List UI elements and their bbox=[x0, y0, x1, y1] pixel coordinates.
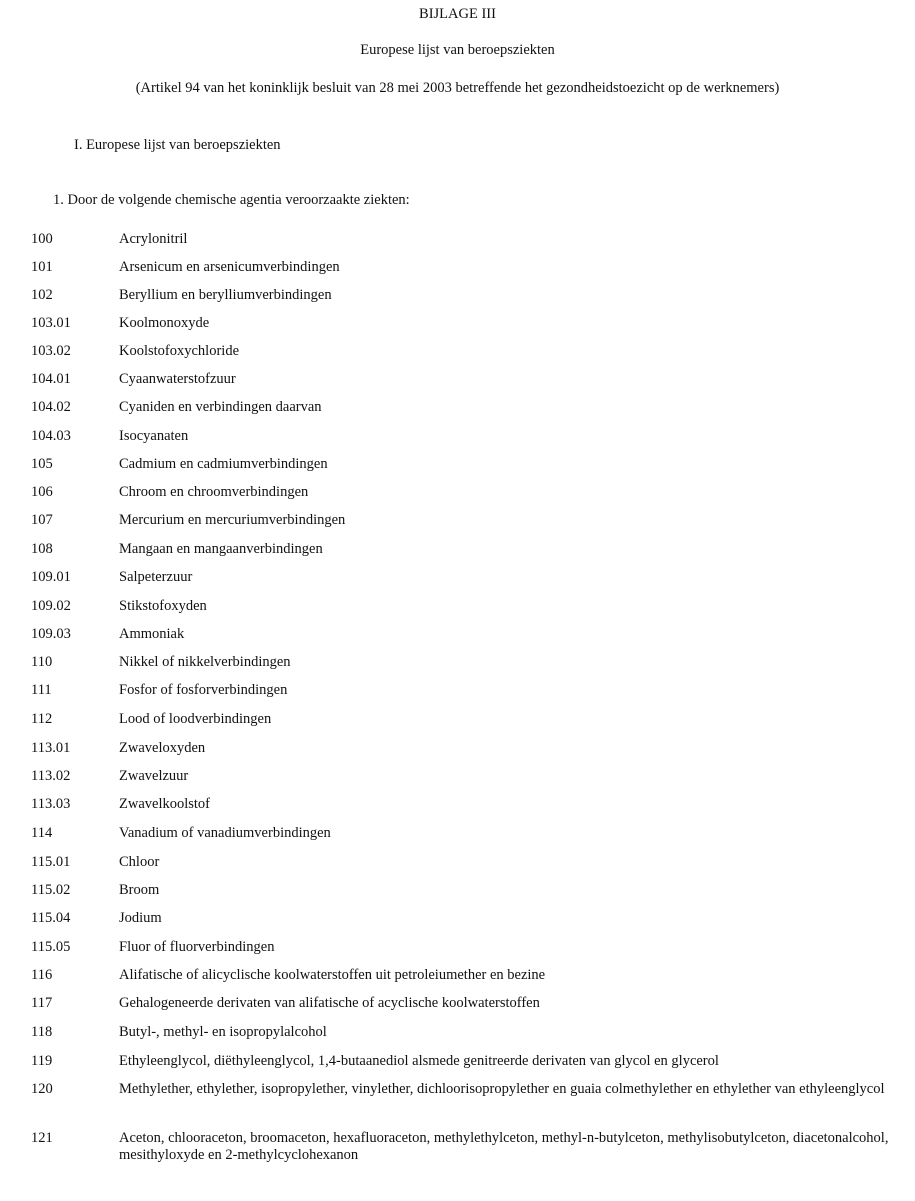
item-description: Zwavelkoolstof bbox=[119, 796, 211, 812]
item-code: 121 bbox=[31, 1130, 53, 1146]
item-code: 105 bbox=[31, 456, 53, 472]
item-description: Chloor bbox=[119, 854, 160, 870]
item-description: Acrylonitril bbox=[119, 231, 188, 247]
item-description: Isocyanaten bbox=[119, 428, 189, 444]
item-description: Cadmium en cadmiumverbindingen bbox=[119, 456, 328, 472]
item-description: Arsenicum en arsenicumverbindingen bbox=[119, 259, 340, 275]
item-code: 109.02 bbox=[31, 598, 71, 614]
item-code: 104.03 bbox=[31, 428, 71, 444]
item-code: 119 bbox=[31, 1053, 53, 1069]
article-reference: (Artikel 94 van het koninklijk besluit van 28 mei 2003 betreffende het gezondheidstoezicht op de werknemers) bbox=[135, 80, 780, 96]
item-description: Chroom en chroomverbindingen bbox=[119, 484, 309, 500]
item-description: Vanadium of vanadiumverbindingen bbox=[119, 825, 331, 841]
item-code: 103.02 bbox=[31, 343, 71, 359]
item-description: Alifatische of alicyclische koolwaterstoffen uit petroleiumether en bezine bbox=[119, 967, 546, 983]
item-code: 110 bbox=[31, 654, 53, 670]
item-description: Cyaanwaterstofzuur bbox=[119, 371, 236, 387]
item-code: 109.01 bbox=[31, 569, 71, 585]
item-code: 104.02 bbox=[31, 399, 71, 415]
item-description: Aceton, chlooraceton, broomaceton, hexafluoraceton, methylethylceton, methyl-n-butylceton, methylisobutylceton, diacetonalcohol, mesithyloxyde en 2-methylcyclohexanon bbox=[119, 1130, 889, 1163]
group-heading: 1. Door de volgende chemische agentia veroorzaakte ziekten: bbox=[53, 192, 410, 208]
item-description: Koolstofoxychloride bbox=[119, 343, 240, 359]
item-code: 108 bbox=[31, 541, 53, 557]
item-code: 109.03 bbox=[31, 626, 71, 642]
item-code: 112 bbox=[31, 711, 53, 727]
item-description: Lood of loodverbindingen bbox=[119, 711, 272, 727]
item-code: 107 bbox=[31, 512, 53, 528]
item-description: Mercurium en mercuriumverbindingen bbox=[119, 512, 346, 528]
item-description: Zwaveloxyden bbox=[119, 740, 206, 756]
item-code: 101 bbox=[31, 259, 53, 275]
item-description: Nikkel of nikkelverbindingen bbox=[119, 654, 291, 670]
item-code: 102 bbox=[31, 287, 53, 303]
item-code: 113.02 bbox=[31, 768, 71, 784]
item-code: 100 bbox=[31, 231, 53, 247]
item-code: 113.03 bbox=[31, 796, 71, 812]
page-subtitle: Europese lijst van beroepsziekten bbox=[360, 42, 555, 58]
item-code: 115.04 bbox=[31, 910, 71, 926]
item-code: 117 bbox=[31, 995, 53, 1011]
item-code: 120 bbox=[31, 1081, 53, 1097]
item-description: Mangaan en mangaanverbindingen bbox=[119, 541, 323, 557]
item-code: 114 bbox=[31, 825, 53, 841]
item-code: 106 bbox=[31, 484, 53, 500]
item-description: Zwavelzuur bbox=[119, 768, 189, 784]
item-code: 104.01 bbox=[31, 371, 71, 387]
item-description: Beryllium en berylliumverbindingen bbox=[119, 287, 332, 303]
item-description: Butyl-, methyl- en isopropylalcohol bbox=[119, 1024, 327, 1040]
item-code: 115.02 bbox=[31, 882, 71, 898]
item-description: Cyaniden en verbindingen daarvan bbox=[119, 399, 322, 415]
item-description: Jodium bbox=[119, 910, 162, 926]
item-code: 118 bbox=[31, 1024, 53, 1040]
item-description: Koolmonoxyde bbox=[119, 315, 210, 331]
item-code: 103.01 bbox=[31, 315, 71, 331]
item-code: 115.01 bbox=[31, 854, 71, 870]
item-description: Broom bbox=[119, 882, 160, 898]
item-description: Salpeterzuur bbox=[119, 569, 193, 585]
section-heading: I. Europese lijst van beroepsziekten bbox=[74, 137, 281, 153]
item-description: Ammoniak bbox=[119, 626, 185, 642]
item-code: 115.05 bbox=[31, 939, 71, 955]
item-code: 116 bbox=[31, 967, 53, 983]
item-description: Ethyleenglycol, diëthyleenglycol, 1,4-butaanediol alsmede genitreerde derivaten van glycol en glycerol bbox=[119, 1053, 719, 1069]
item-description: Stikstofoxyden bbox=[119, 598, 207, 614]
item-description: Fluor of fluorverbindingen bbox=[119, 939, 275, 955]
item-description: Gehalogeneerde derivaten van alifatische of acyclische koolwaterstoffen bbox=[119, 995, 540, 1011]
page-title: BIJLAGE III bbox=[419, 6, 496, 22]
item-description: Fosfor of fosforverbindingen bbox=[119, 682, 288, 698]
item-code: 111 bbox=[31, 682, 52, 698]
item-code: 113.01 bbox=[31, 740, 71, 756]
item-description: Methylether, ethylether, isopropylether, vinylether, dichloorisopropylether en guaia colmethylether en ethylether van ethyleenglycol bbox=[119, 1081, 885, 1097]
